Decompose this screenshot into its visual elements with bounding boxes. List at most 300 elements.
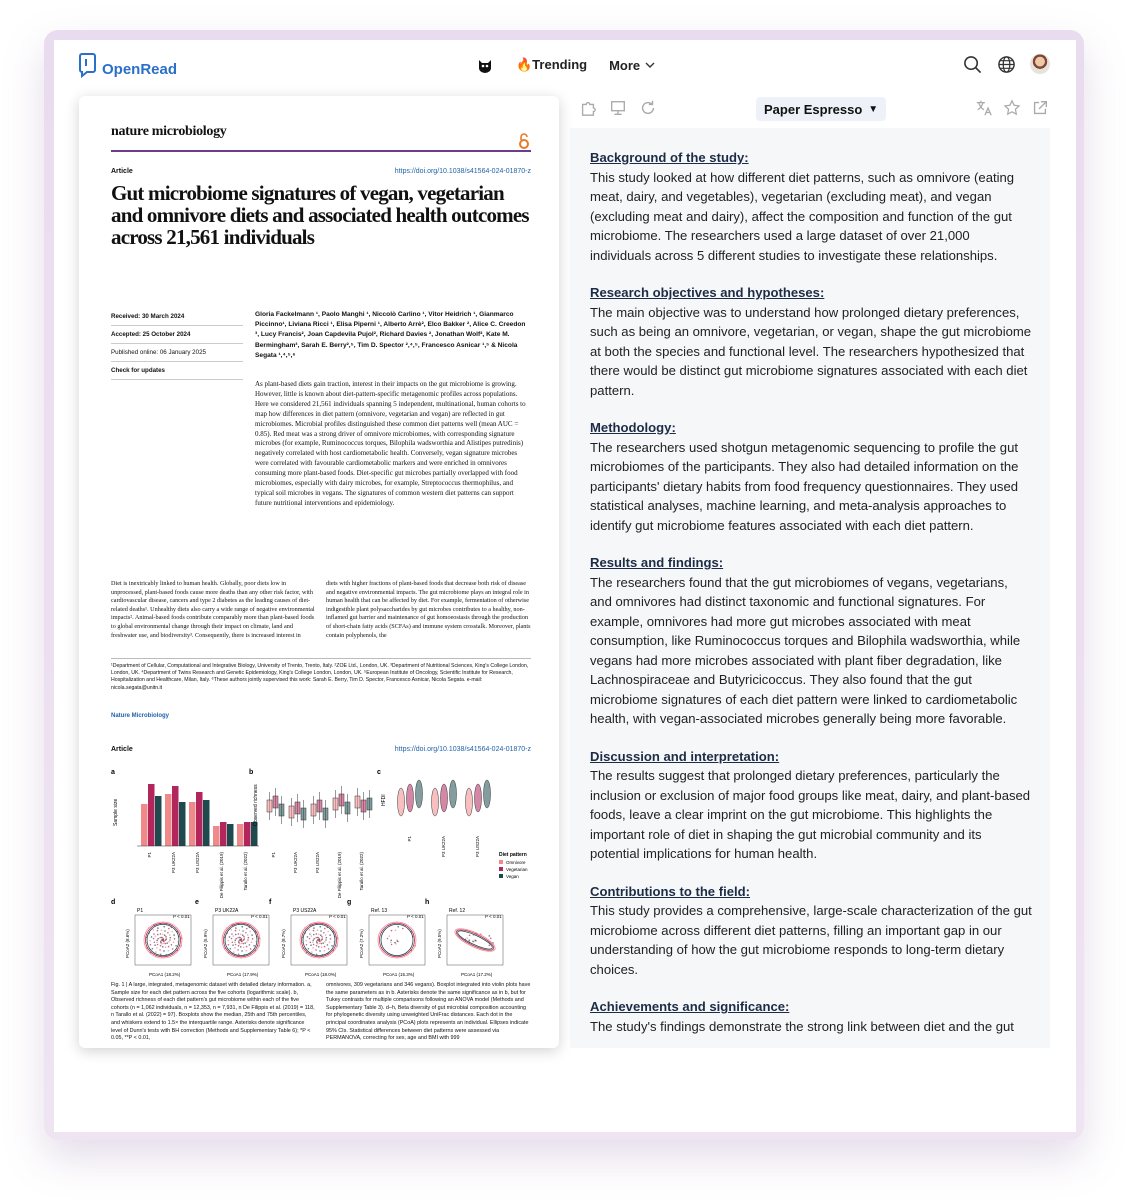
legend-swatch xyxy=(499,860,503,864)
section-text: The study's findings demonstrate the strong link between diet and the gut xyxy=(590,1018,1014,1034)
pcoa-point xyxy=(318,933,320,935)
pcoa-y-label: PCoA2 (8.6%) xyxy=(125,929,130,958)
pcoa-point xyxy=(169,939,171,941)
intro-col-2: diets with higher fractions of plant-based foods that decrease both risk of disease and negative environmental impacts. The gut microbiome plays an integral role in human health that can be affected by diet. For example, fermentation of otherwise indigestible plant polysaccharides by gut microbes contributes to a healthy, non-inflamed gut barrier and maintenance of gut homoeostasis through the production of short-chain fatty acids (SCFAs) and immune system crosstalk. Moreover, plants contain polyphenols, the xyxy=(326,580,531,639)
pcoa-point xyxy=(165,943,167,945)
pcoa-point xyxy=(320,940,322,942)
presentation-icon[interactable] xyxy=(608,98,628,118)
pcoa-x-label: PCoA1 (18.0%) xyxy=(305,972,337,977)
cohort-label: De Filippis et al. (2019) xyxy=(219,852,224,899)
intro-columns xyxy=(111,580,531,640)
main-nav xyxy=(476,56,656,74)
pcoa-pvalue: P < 0.01 xyxy=(407,914,424,919)
pcoa-point xyxy=(391,944,393,946)
pcoa-point xyxy=(320,930,322,932)
pcoa-y-label: PCoA2 (7.2%) xyxy=(359,929,364,958)
abstract xyxy=(255,380,531,509)
box xyxy=(355,796,360,808)
top-bar xyxy=(54,40,1076,98)
box xyxy=(267,800,272,812)
pcoa-point xyxy=(313,930,315,932)
violin xyxy=(416,780,423,808)
pcoa-x-label: PCoA1 (17.9%) xyxy=(227,972,259,977)
pcoa-point xyxy=(313,944,315,946)
summary-panel[interactable] xyxy=(570,128,1050,1048)
cohort-label: P3 US22A xyxy=(315,852,320,874)
intro-col-1: Diet is inextricably linked to human health. Globally, poor diets low in unprocessed, plant-based foods cause more deaths than any other risk factor, with cardiovascular disease, cancers and type 2 diabetes as the leading causes of diet-related deaths¹. Unhealthy diets also carry a wide range of negative environmental impacts². Animal-based foods contribute comparably more than plant-based foods to global environmental change through their impact on climate, land and freshwater use, and biodiversity³. Consequently, there is increased interest in xyxy=(111,580,315,639)
figure-1-graphic xyxy=(111,766,531,986)
pcoa-title: Ref. 13 xyxy=(371,908,388,914)
cohort-label: P3 UK22A xyxy=(441,836,446,858)
pcoa-point xyxy=(228,944,230,946)
pcoa-point xyxy=(313,938,315,940)
page2-article-label: Article xyxy=(111,746,133,753)
pcoa-point xyxy=(242,940,244,942)
pcoa-point xyxy=(323,932,325,934)
bar xyxy=(141,804,148,846)
pcoa-point xyxy=(164,930,166,932)
panel-letter: e xyxy=(195,899,199,906)
pcoa-point xyxy=(324,946,326,948)
pcoa-point xyxy=(167,932,169,934)
article-label: Article xyxy=(111,168,133,175)
pcoa-point xyxy=(397,926,399,928)
pcoa-point xyxy=(307,936,309,938)
pcoa-point xyxy=(310,941,312,943)
paper-preview[interactable] xyxy=(79,96,559,1048)
pcoa-x-label: PCoA1 (17.2%) xyxy=(461,972,493,977)
pcoa-point xyxy=(237,949,239,951)
pcoa-point xyxy=(238,953,240,955)
pcoa-point xyxy=(316,953,318,955)
panel-letter: h xyxy=(425,899,430,906)
pcoa-point xyxy=(171,944,173,946)
pcoa-point xyxy=(397,940,399,942)
cohort-label: P3 US22A xyxy=(195,852,200,874)
bar xyxy=(189,802,196,846)
pcoa-point xyxy=(157,930,159,932)
pcoa-point xyxy=(324,941,326,943)
summary-mode-label: Paper Espresso xyxy=(764,101,863,117)
violin xyxy=(441,784,448,812)
pcoa-point xyxy=(237,937,239,939)
pcoa-point xyxy=(311,935,313,937)
summary-section-background xyxy=(590,148,1032,265)
pcoa-point xyxy=(173,941,175,943)
pcoa-point xyxy=(172,948,174,950)
box xyxy=(333,798,338,810)
journal-rule xyxy=(111,150,531,152)
bar xyxy=(165,794,172,846)
pcoa-point xyxy=(227,940,229,942)
pcoa-point xyxy=(248,937,250,939)
summary-mode-select[interactable] xyxy=(756,97,886,121)
bar xyxy=(203,800,210,846)
pcoa-point xyxy=(162,933,164,935)
pcoa-point xyxy=(324,950,326,952)
bar xyxy=(244,822,251,846)
pcoa-point xyxy=(157,927,159,929)
published-date: Published online: 06 January 2025 xyxy=(111,344,243,362)
pcoa-point xyxy=(387,938,389,940)
publication-dates xyxy=(111,308,243,380)
pcoa-point xyxy=(319,926,321,928)
pcoa-point xyxy=(163,943,165,945)
puzzle-icon[interactable] xyxy=(578,98,598,118)
pcoa-point xyxy=(306,944,308,946)
summary-toolbar xyxy=(576,96,1056,124)
page2-doi-link[interactable]: https://doi.org/10.1038/s41564-024-01870-z xyxy=(394,746,531,753)
pcoa-point xyxy=(325,934,327,936)
affiliations xyxy=(111,658,531,692)
pcoa-point xyxy=(472,941,474,943)
pcoa-point xyxy=(169,934,171,936)
pcoa-point xyxy=(402,928,404,930)
cohort-label: P3 US22A xyxy=(475,836,480,858)
summary-section-contributions xyxy=(590,882,1032,980)
section-text: This study looked at how different diet patterns, such as omnivore (eating meat, dairy, and vegetables), vegetarian (excluding meat), and vegan (excluding meat and dairy), affect the composition and function of the gut microbiome. The researchers used a large dataset of over 21,000 individuals across 5 different studies to investigate these relationships. xyxy=(590,169,1015,263)
pcoa-point xyxy=(240,946,242,948)
pcoa-x-label: PCoA1 (15.3%) xyxy=(383,972,415,977)
pcoa-point xyxy=(168,928,170,930)
pcoa-point xyxy=(239,929,241,931)
bar xyxy=(148,784,155,846)
pcoa-point xyxy=(328,948,330,950)
summary-section-objectives xyxy=(590,283,1032,400)
pcoa-point xyxy=(165,936,167,938)
doi-link[interactable]: https://doi.org/10.1038/s41564-024-01870-z xyxy=(394,168,531,175)
pcoa-point xyxy=(246,946,248,948)
pcoa-point xyxy=(160,945,162,947)
pcoa-point xyxy=(326,937,328,939)
pcoa-point xyxy=(150,944,152,946)
pcoa-point xyxy=(238,933,240,935)
bar xyxy=(179,802,186,846)
pcoa-point xyxy=(250,948,252,950)
open-access-icon xyxy=(517,132,531,150)
journal-footer-link[interactable]: Nature Microbiology xyxy=(111,713,170,719)
received-date: Received: 30 March 2024 xyxy=(111,308,243,326)
pcoa-point xyxy=(489,935,491,937)
pcoa-point xyxy=(394,942,396,944)
bar xyxy=(220,822,227,846)
pcoa-point xyxy=(153,933,155,935)
openread-logo-icon xyxy=(78,52,98,78)
page2-article-row xyxy=(111,746,531,753)
app-window xyxy=(54,40,1076,1132)
pcoa-point xyxy=(241,950,243,952)
section-text: The researchers found that the gut microbiomes of vegans, vegetarians, and omnivores had distinct taxonomic and functional signatures. For example, omnivores had more gut microbes associated with meat consumption, like Ruminococcus torques and Bilophila wadsworthia, while vegans had more microbes associated with plant fiber degradation, like Lachnospiraceae and Butyricicoccus. They also found that the gut microbiome signatures of each diet pattern were linked to cardiometabolic health, with vegan-associated microbes generally being more favorable. xyxy=(590,574,1021,726)
paper-header xyxy=(111,124,531,152)
legend-title: Diet pattern xyxy=(499,852,527,858)
pcoa-title: P3 UK22A xyxy=(215,908,239,914)
pcoa-point xyxy=(469,935,471,937)
pcoa-x-label: PCoA1 (18.2%) xyxy=(149,972,181,977)
star-icon[interactable] xyxy=(1002,98,1022,118)
pcoa-point xyxy=(161,929,163,931)
pcoa-point xyxy=(251,934,253,936)
pcoa-point xyxy=(320,934,322,936)
summary-section-discussion xyxy=(590,747,1032,864)
pcoa-point xyxy=(164,934,166,936)
pcoa-point xyxy=(154,941,156,943)
pcoa-point xyxy=(241,943,243,945)
pcoa-point xyxy=(331,945,333,947)
pcoa-pvalue: P < 0.01 xyxy=(251,914,268,919)
y-axis-label: Observed richness xyxy=(253,784,259,826)
summary-section-methodology xyxy=(590,418,1032,535)
pcoa-point xyxy=(155,935,157,937)
external-link-icon[interactable] xyxy=(1030,98,1050,118)
violin xyxy=(398,788,405,816)
pcoa-point xyxy=(166,942,168,944)
pcoa-point xyxy=(171,931,173,933)
pcoa-point xyxy=(308,948,310,950)
section-text: The researchers used shotgun metagenomic sequencing to profile the gut microbiomes of the participants. They also had detailed information on the participants' dietary habits from food frequency questionnaires. They used statistical analyses, machine learning, and meta-analysis approaches to identify gut microbiome features associated with each diet pattern. xyxy=(590,439,1019,533)
toolbar-left xyxy=(578,98,658,118)
affiliations-text: ¹Department of Cellular, Computational and Integrative Biology, University of Trento, Trento, Italy. ²ZOE Ltd., London, UK. ³Department of Nutritional Sciences, King's College London, London, UK. ⁴Department of Twins Research and Genetic Epidemiology, King's College London, London, UK. ⁵European Institute of Oncology, Scientific Institute for Research, Hospitalization and Healthcare, Milan, Italy. ⁶These authors jointly supervised this work: Sarah E. Berry, Tim D. Spector, Francesco Asnicar, Nicola Segata. e-mail: nicola.segata@unitn.it xyxy=(111,658,531,692)
search-icon[interactable] xyxy=(962,54,982,74)
cohort-label: P1 xyxy=(407,836,412,842)
pcoa-point xyxy=(230,929,232,931)
pcoa-point xyxy=(390,942,392,944)
section-heading: Research objectives and hypotheses: xyxy=(590,285,825,300)
pcoa-point xyxy=(319,950,321,952)
authors: Gloria Fackelmann ¹, Paolo Manghi ¹, Niccolò Carlino ¹, Vitor Heidrich ¹, Gianmarco Piccinno¹, Liviana Ricci ¹, Elisa Piperni ¹, Alberto Arrè², Elco Bakker ², Alice C. Creedon ³, Lucy Francis², Joan Capdevila Pujol², Richard Davies ², Jonathan Wolf², Kate M. Bermingham³, Sarah E. Berry²,⁵, Tim D. Spector ²,⁴,⁵, Francesco Asnicar ¹,⁵ & Nicola Segata ¹,⁴,⁵,⁶ xyxy=(255,311,526,359)
box xyxy=(323,808,328,820)
pcoa-point xyxy=(243,943,245,945)
pcoa-point xyxy=(230,948,232,950)
paper-title: Gut microbiome signatures of vegan, vegetarian and omnivore diets and associated health outcomes across 21,561 individuals xyxy=(111,181,529,249)
pcoa-point xyxy=(156,939,158,941)
bar xyxy=(213,826,220,846)
pcoa-pvalue: P < 0.01 xyxy=(485,914,502,919)
pcoa-point xyxy=(234,939,236,941)
pcoa-point xyxy=(238,945,240,947)
toolbar-right xyxy=(974,98,1050,118)
pcoa-point xyxy=(157,938,159,940)
nav-trending[interactable] xyxy=(516,57,587,73)
translate-icon[interactable] xyxy=(974,98,994,118)
pcoa-point xyxy=(467,937,469,939)
pcoa-point xyxy=(151,936,153,938)
cohort-label: De Filippis et al. (2019) xyxy=(337,852,342,899)
pcoa-point xyxy=(152,929,154,931)
box xyxy=(317,800,322,812)
pcoa-point xyxy=(234,947,236,949)
pcoa-point xyxy=(243,936,245,938)
pcoa-point xyxy=(241,926,243,928)
pcoa-point xyxy=(153,938,155,940)
box xyxy=(301,808,306,820)
pcoa-point xyxy=(240,933,242,935)
summary-section-results xyxy=(590,553,1032,729)
pcoa-point xyxy=(164,940,166,942)
nav-trending-label: 🔥Trending xyxy=(516,57,588,72)
section-text: The main objective was to understand how prolonged dietary preferences, such as being an omnivore, vegetarian, or vegan, shape the gut microbiome at both the species and functional level. The researchers hypothesized that there would be distinct gut microbiome signatures associated with each diet pattern. xyxy=(590,304,1032,398)
check-updates[interactable] xyxy=(111,362,243,380)
pcoa-point xyxy=(235,930,237,932)
panel-letter: a xyxy=(111,769,115,776)
pcoa-point xyxy=(312,942,314,944)
pcoa-point xyxy=(321,943,323,945)
pcoa-point xyxy=(245,932,247,934)
violin xyxy=(484,780,491,808)
pcoa-point xyxy=(315,937,317,939)
section-heading: Results and findings: xyxy=(590,555,724,570)
pcoa-point xyxy=(330,938,332,940)
violin xyxy=(407,784,414,812)
nav-more[interactable] xyxy=(609,58,656,73)
pcoa-point xyxy=(246,950,248,952)
pcoa-point xyxy=(235,938,237,940)
pcoa-point xyxy=(316,945,318,947)
pcoa-y-label: PCoA2 (8.7%) xyxy=(281,929,286,958)
cohort-label: P1 xyxy=(271,852,276,858)
pcoa-point xyxy=(235,934,237,936)
pcoa-point xyxy=(156,947,158,949)
bar xyxy=(155,796,162,846)
mascot-icon[interactable] xyxy=(476,56,494,74)
pcoa-point xyxy=(232,941,234,943)
pcoa-point xyxy=(395,929,397,931)
pcoa-point xyxy=(329,941,331,943)
pcoa-point xyxy=(317,929,319,931)
section-text: This study provides a comprehensive, large-scale characterization of the gut microbiome across different diet patterns, filling an important gap in our understanding of how the gut microbiome responds to long-term dietary choices. xyxy=(590,903,1032,977)
pcoa-point xyxy=(312,939,314,941)
pcoa-point xyxy=(244,942,246,944)
legend-label: Vegetarian xyxy=(506,867,528,872)
pcoa-point xyxy=(312,947,314,949)
pcoa-point xyxy=(325,939,327,941)
user-avatar[interactable] xyxy=(1030,54,1050,74)
pcoa-point xyxy=(168,950,170,952)
pcoa-point xyxy=(389,935,391,937)
summary-section-achievements xyxy=(590,997,1032,1036)
pcoa-point xyxy=(246,928,248,930)
pcoa-point xyxy=(313,934,315,936)
figure-caption xyxy=(111,982,531,1043)
author-list xyxy=(255,310,531,361)
pcoa-point xyxy=(246,941,248,943)
y-axis-label: Sample size xyxy=(113,798,119,826)
pcoa-point xyxy=(249,931,251,933)
pcoa-point xyxy=(311,951,313,953)
pcoa-point xyxy=(309,933,311,935)
section-heading: Background of the study: xyxy=(590,150,749,165)
pcoa-point xyxy=(309,938,311,940)
section-heading: Discussion and interpretation: xyxy=(590,748,780,764)
refresh-icon[interactable] xyxy=(638,98,658,118)
panel-letter: f xyxy=(269,899,272,906)
pcoa-point xyxy=(231,938,233,940)
pcoa-point xyxy=(313,927,315,929)
pcoa-y-label: PCoA2 (9.5%) xyxy=(437,929,442,958)
pcoa-point xyxy=(229,936,231,938)
pcoa-title: Ref. 12 xyxy=(449,908,466,914)
pcoa-point xyxy=(157,934,159,936)
nav-more-label: More xyxy=(609,57,641,73)
cohort-label: P3 UK22A xyxy=(171,852,176,874)
pcoa-point xyxy=(235,944,237,946)
pcoa-point xyxy=(149,940,151,942)
pcoa-title: P3 US22A xyxy=(293,908,317,914)
pcoa-point xyxy=(231,933,233,935)
y-axis-label: HFDI xyxy=(381,794,387,806)
cohort-label: Tarallo et al. (2022) xyxy=(359,852,364,891)
openread-logo[interactable] xyxy=(78,52,177,78)
pcoa-point xyxy=(327,931,329,933)
pcoa-point xyxy=(234,942,236,944)
cohort-label: Tarallo et al. (2022) xyxy=(243,852,248,891)
pcoa-point xyxy=(159,937,161,939)
legend-label: Vegan xyxy=(506,874,519,879)
pcoa-point xyxy=(160,933,162,935)
section-heading: Contributions to the field: xyxy=(590,883,751,899)
pcoa-point xyxy=(247,939,249,941)
violin xyxy=(432,788,439,816)
bar xyxy=(227,824,234,846)
pcoa-point xyxy=(310,944,312,946)
legend-label: Omnivore xyxy=(506,860,526,865)
pcoa-point xyxy=(242,930,244,932)
figure-caption-col-2: omnivores, 309 vegetarians and 346 vegans). Boxplot integrated into violin plots have the same parameters as in b. Asterisks denote the same significance as in b, but for Tukey contrasts for multiple comparisons following an ANOVA model (Methods and Supplementary Table 3). d–h, Beta diversity of gut microbial composition accounting for phylogenetic diversity using unweighted UniFrac distances. Each dot in the principal coordinates analysis (PCoA) plots represents an individual. Ellipses indicate 95% CIs. Statistical differences between diet patterns were assessed via PERMANOVA, correcting for sex, age and BMI with 999 xyxy=(326,982,531,1042)
globe-icon[interactable] xyxy=(996,54,1016,74)
box xyxy=(367,798,372,810)
pcoa-point xyxy=(315,949,317,951)
pcoa-point xyxy=(391,930,393,932)
cohort-label: P1 xyxy=(147,852,152,858)
pcoa-point xyxy=(468,939,470,941)
check-updates-label: Check for updates xyxy=(111,367,165,374)
pcoa-point xyxy=(475,940,477,942)
abstract-text: As plant-based diets gain traction, interest in their impacts on the gut microbiome is growing. However, little is known about diet-pattern-specific metagenomic profiles across populations. Here we considered 21,561 individuals spanning 5 independent, multinational, human cohorts to map how differences in diet pattern (omnivore, vegetarian and vegan) are reflected in gut microbiomes. Microbial profiles distinguished these common diet patterns well (mean AUC = 0.85). Red meat was a strong driver of omnivore microbiomes, with corresponding signature microbes (for example, Ruminococcus torques, Bilophila wadsworthia and Alistipes putredinis) negatively correlated with host cardiometabolic health. Conversely, vegan signature microbes were correlated with favourable cardiometabolic markers and were enriched in omnivores consuming more plant-based foods. Diet-specific gut microbes partially overlapped with food microbiomes, especially with dairy microbes, for example, Streptococcus thermophilus, and typical soil microbes in vegans. The signatures of common western diet patterns can support future nutritional interventions and epidemiology. xyxy=(255,380,526,507)
chevron-down-icon xyxy=(644,59,656,71)
pcoa-point xyxy=(160,953,162,955)
pcoa-point xyxy=(324,928,326,930)
figure-1 xyxy=(111,766,531,986)
box xyxy=(311,804,316,816)
box xyxy=(273,796,278,808)
section-text: The results suggest that prolonged dietary preferences, particularly the inclusion or exclusion of major food groups like meat, dairy, and plant-based foods, leave a clear imprint on the gut microbiome. This highlights the important role of diet in shaping the gut microbial community and its potential implications for human health. xyxy=(590,768,1031,861)
pcoa-point xyxy=(316,933,318,935)
panel-letter: b xyxy=(249,769,254,776)
pcoa-point xyxy=(168,946,170,948)
pcoa-point xyxy=(308,929,310,931)
pcoa-point xyxy=(251,941,253,943)
article-row xyxy=(111,168,531,175)
pcoa-point xyxy=(152,948,154,950)
section-heading: Methodology: xyxy=(590,420,676,435)
bar xyxy=(237,824,244,846)
pcoa-point xyxy=(163,950,165,952)
pcoa-point xyxy=(233,951,235,953)
pcoa-point xyxy=(173,934,175,936)
pcoa-pvalue: P < 0.01 xyxy=(329,914,346,919)
journal-name: nature microbiology xyxy=(111,124,227,139)
header-actions xyxy=(962,54,1050,74)
figure-caption-col-1: Fig. 1 | A large, integrated, metagenomic dataset with detailed dietary information. a, Sample size for each diet pattern across the five cohorts (logarithmic scale). b, Observed richness of each diet pattern's gut microbiome within each of the five cohorts (n = 1,062 individuals, n = 12,353, n = 7,931, n De Filippis et al. (2019) = 118, n Tarallo et al. (2022) = 97). Boxplots show the median, 25th and 75th percentiles, and whiskers extend to 1.5× the interquartile range. Asterisks denote significance level of Dunn's tests with BH correction (Methods and Supplementary Table 6); *P < 0.05, **P < 0.01, xyxy=(111,982,315,1042)
pcoa-point xyxy=(232,944,234,946)
pcoa-point xyxy=(159,949,161,951)
section-heading: Achievements and significance: xyxy=(590,999,790,1014)
legend-swatch xyxy=(499,867,503,871)
pcoa-point xyxy=(168,941,170,943)
accepted-date: Accepted: 25 October 2024 xyxy=(111,326,243,344)
box xyxy=(295,802,300,814)
panel-letter: c xyxy=(377,769,381,776)
pcoa-point xyxy=(305,940,307,942)
